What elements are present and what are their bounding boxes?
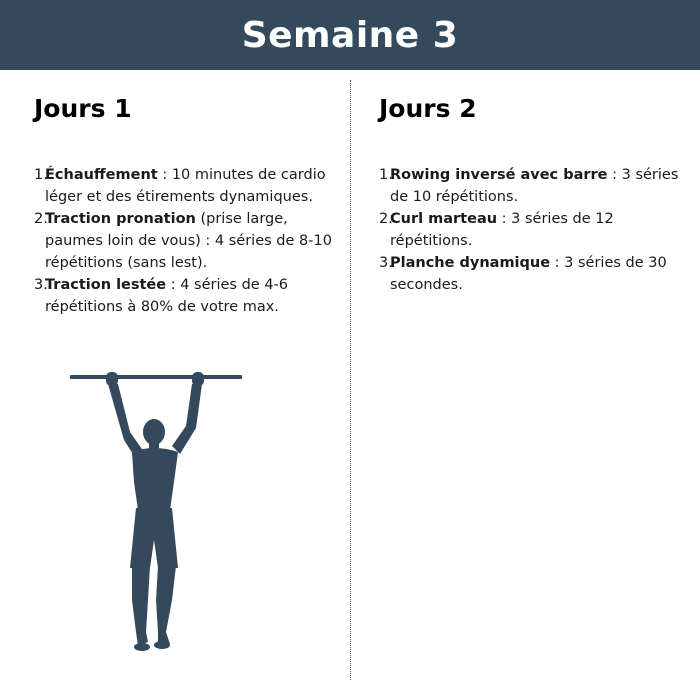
exercise-name: Rowing inversé avec barre [390, 167, 608, 183]
exercise-details: : 3 séries de 10 répétitions. [390, 167, 679, 205]
exercise-name: Curl marteau [390, 211, 498, 227]
exercise-details: : 10 minutes de cardio léger et des étirements dynamiques. [45, 167, 326, 205]
day-1-section [34, 94, 340, 318]
step-number: 3. [379, 255, 393, 271]
list-item [379, 208, 691, 252]
step-number: 2. [379, 211, 393, 227]
column-divider [350, 80, 351, 680]
exercise-name: Planche dynamique [390, 255, 551, 271]
exercise-details: : 3 séries de 12 répétitions. [390, 211, 614, 249]
list-item [34, 274, 340, 318]
step-number: 2. [34, 211, 48, 227]
exercise-details: : 3 séries de 30 secondes. [390, 255, 667, 293]
step-number: 3. [34, 277, 48, 293]
list-item [34, 164, 340, 208]
list-item [379, 252, 691, 296]
header-banner [0, 0, 700, 70]
exercise-name: Traction pronation [45, 211, 196, 227]
day-1-steps [34, 164, 340, 318]
day-2-steps [379, 164, 691, 296]
list-item [379, 164, 691, 208]
day-2-section [379, 94, 691, 296]
step-number: 1. [34, 167, 48, 183]
exercise-details: (prise large, paumes loin de vous) : 4 séries de 8-10 répétitions (sans lest). [45, 211, 332, 271]
list-item [34, 208, 340, 274]
exercise-details: : 4 séries de 4-6 répétitions à 80% de votre max. [45, 277, 289, 315]
exercise-name: Échauffement [45, 167, 158, 183]
exercise-name: Traction lestée [45, 277, 167, 293]
day-2-title: Jours 2 [379, 94, 477, 123]
pull-up-figure-icon [66, 370, 246, 655]
day-1-title: Jours 1 [34, 94, 132, 123]
page-title: Semaine 3 [241, 14, 459, 56]
step-number: 1. [379, 167, 393, 183]
